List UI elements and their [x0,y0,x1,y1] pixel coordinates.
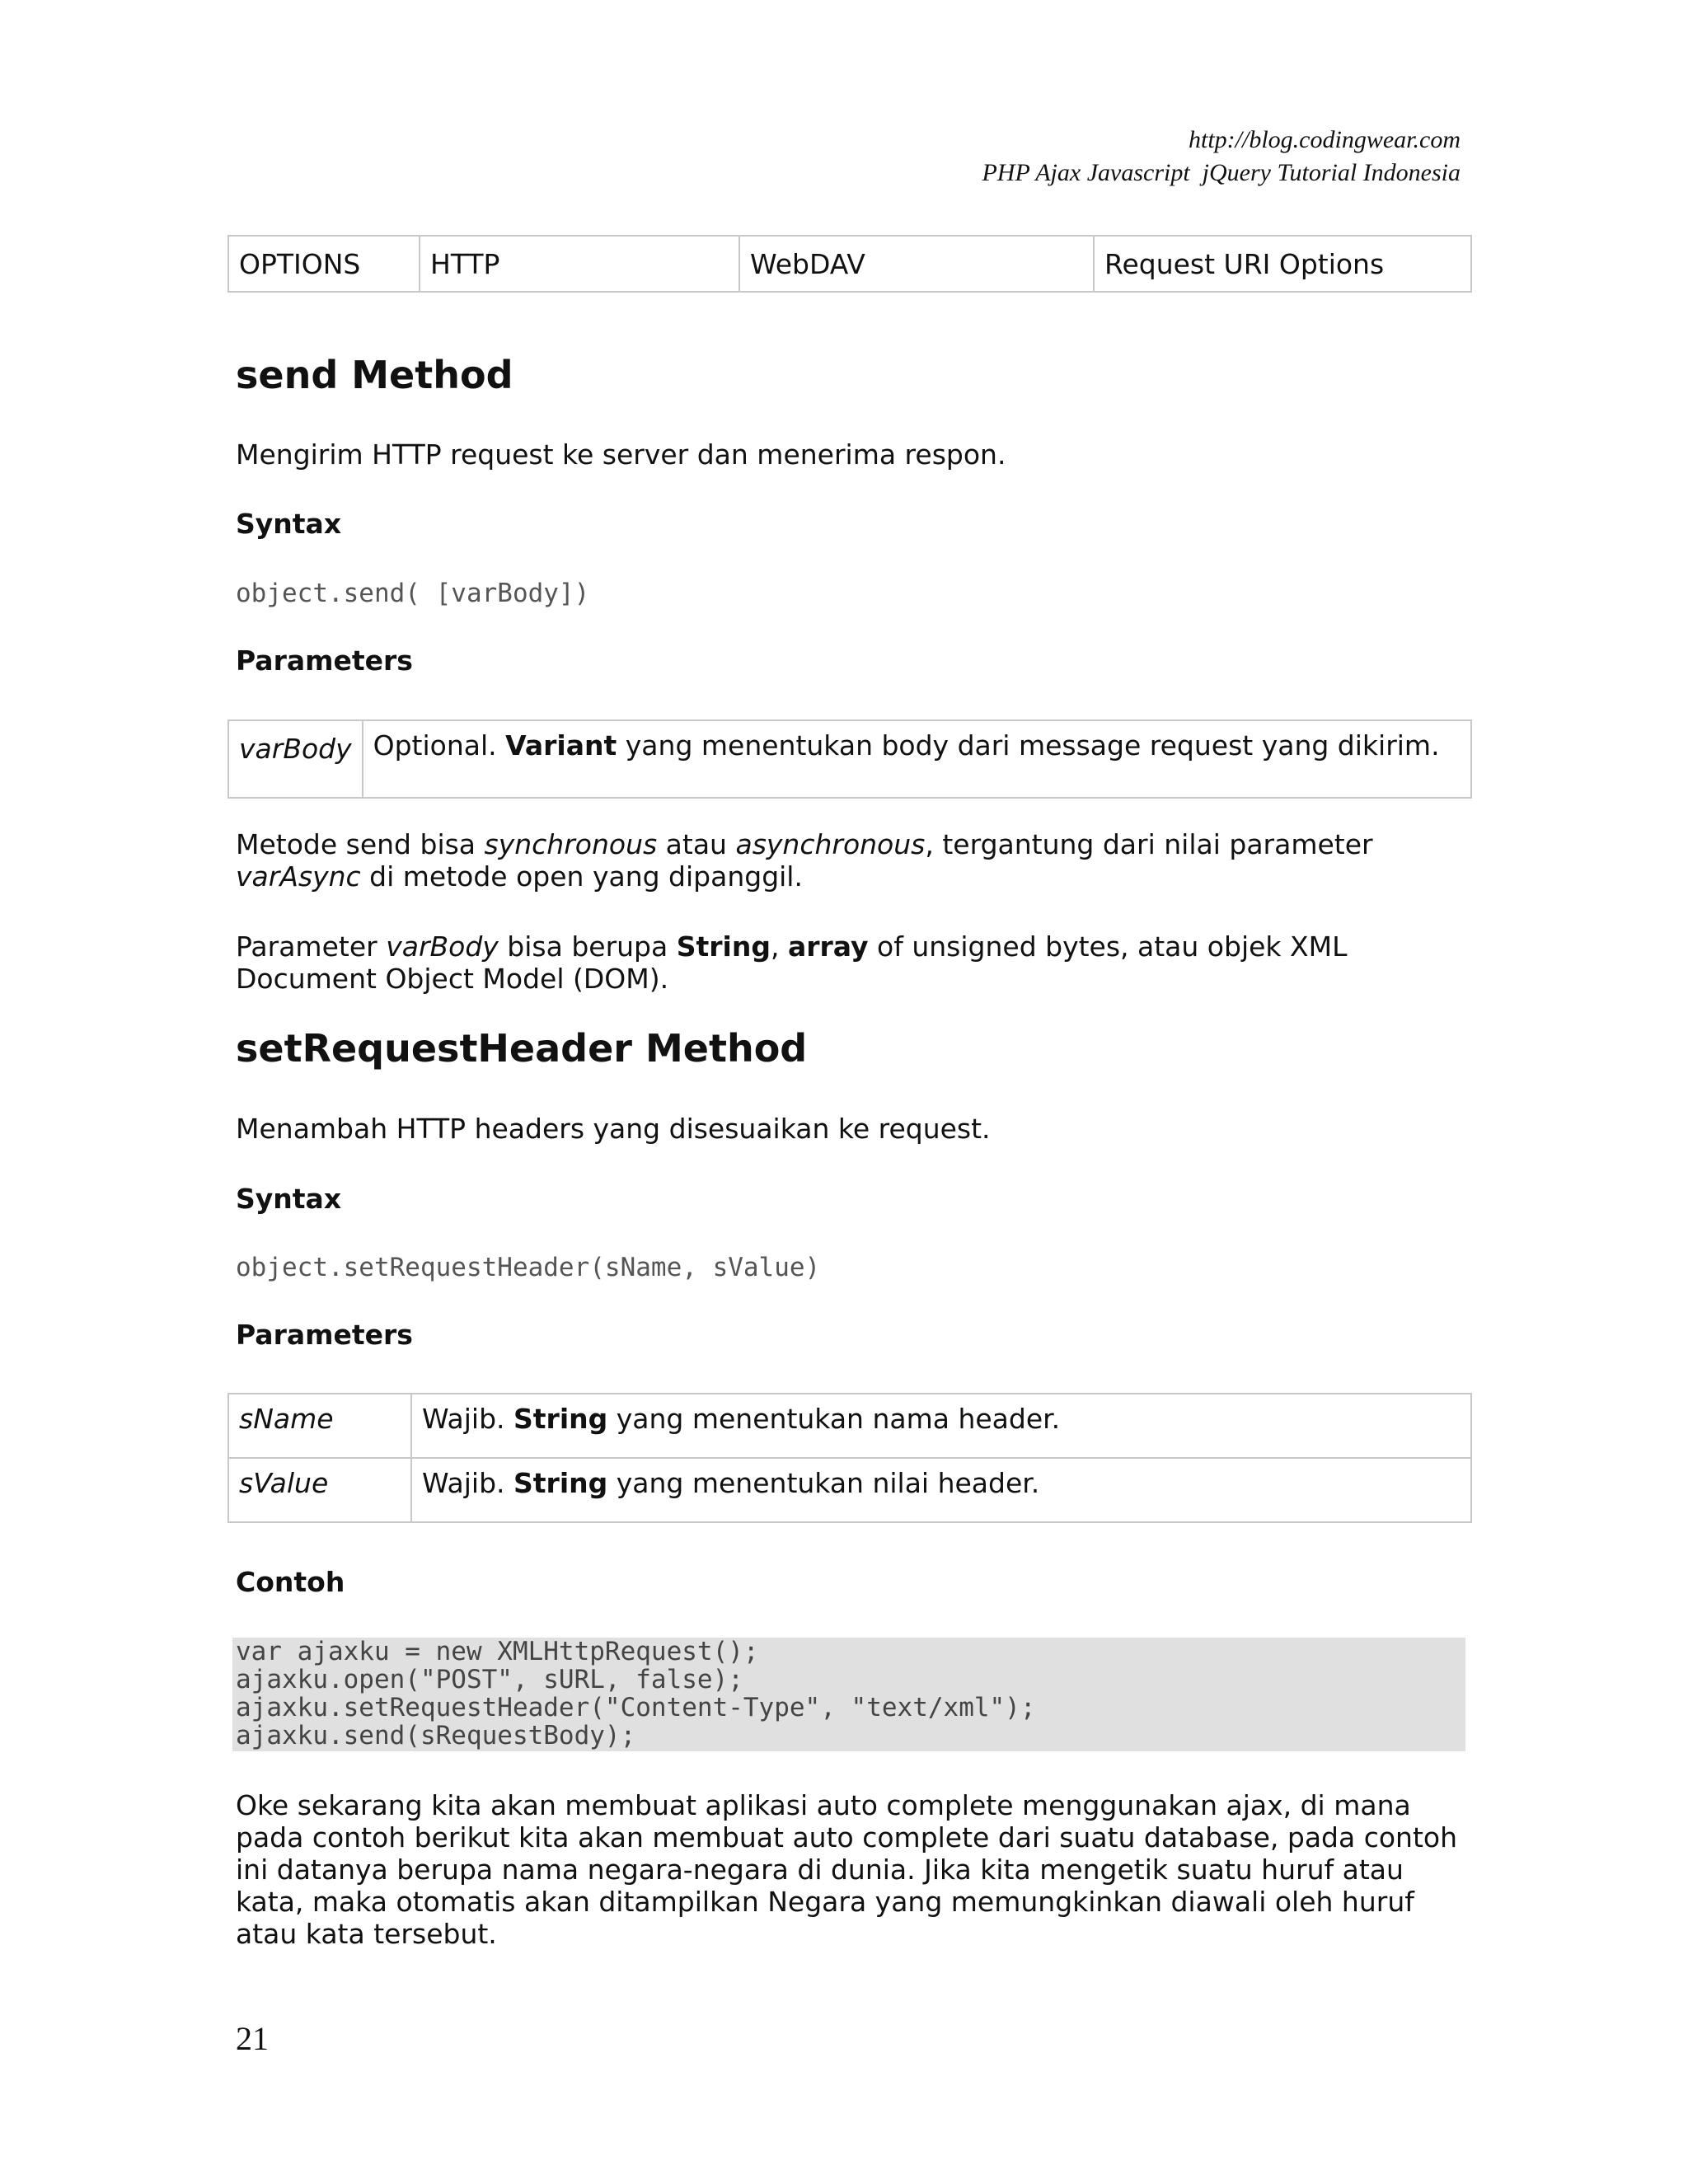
text: varBody [386,930,499,963]
table-row [228,1458,1471,1522]
text: Wajib. [422,1467,514,1499]
send-description: Mengirim HTTP request ke server dan menerima respon. [236,438,1006,471]
param-name: sName [228,1394,411,1458]
text: String [676,930,771,963]
param-description [411,1458,1471,1522]
param-name: varBody [228,720,363,798]
table-row [228,1394,1471,1458]
param-desc-text: Optional. [373,729,506,762]
param-description [363,720,1471,798]
setrequestheader-params-heading: Parameters [236,1319,413,1351]
send-syntax-heading: Syntax [236,508,342,540]
page-header [982,124,1461,190]
text: of unsigned bytes, atau objek XML Document Object Model (DOM). [236,930,1348,995]
send-syntax-code: object.send( [varBody]) [236,579,590,608]
setrequestheader-params-table [227,1393,1472,1523]
request-methods-table [227,235,1472,293]
text: String [513,1467,608,1499]
send-paragraph-2 [236,930,1472,995]
section-title-send: send Method [236,353,513,397]
text: yang menentukan nilai header. [607,1467,1040,1499]
text: , [770,930,788,963]
setrequestheader-syntax-heading: Syntax [236,1183,342,1215]
example-code: var ajaxku = new XMLHttpRequest(); ajaxku.open("POST", sURL, false); ajaxku.setRequestHeader("Content-Type", "text/xml"); ajaxku.send(sRequestBody); [236,1637,1036,1750]
table-cell: WebDAV [739,236,1094,292]
text: bisa berupa [498,930,677,963]
setrequestheader-description: Menambah HTTP headers yang disesuaikan ke request. [236,1113,991,1145]
text: varAsync [236,860,361,893]
table-cell: HTTP [420,236,739,292]
section-title-setrequestheader: setRequestHeader Method [236,1026,808,1071]
text: String [513,1403,608,1435]
text: di metode open yang dipanggil. [360,860,803,893]
header-subtitle: PHP Ajax Javascript jQuery Tutorial Indonesia [982,159,1461,186]
text: atau [657,828,736,860]
table-cell: OPTIONS [228,236,420,292]
param-desc-text: yang menentukan body dari message request yang dikirim. [617,729,1440,762]
text: array [787,930,869,963]
table-row [228,720,1471,798]
setrequestheader-syntax-code: object.setRequestHeader(sName, sValue) [236,1253,821,1282]
closing-paragraph: Oke sekarang kita akan membuat aplikasi auto complete menggunakan ajax, di mana pada contoh berikut kita akan membuat auto complete dari suatu database, pada contoh ini datanya berupa nama negara-negara di dunia. Jika kita mengetik suatu huruf atau kata, maka otomatis akan ditampilkan Negara yang memungkinkan diawali oleh huruf atau kata tersebut. [236,1789,1458,1950]
send-paragraph-1 [236,828,1472,893]
page-number: 21 [236,2020,269,2057]
text: , tergantung dari nilai parameter [925,828,1373,860]
table-cell: Request URI Options [1094,236,1471,292]
text: asynchronous [735,828,926,860]
header-url: http://blog.codingwear.com [1189,126,1461,153]
param-description [411,1394,1471,1458]
send-params-heading: Parameters [236,644,413,677]
table-row [228,236,1471,292]
text: yang menentukan nama header. [607,1403,1061,1435]
text: Metode send bisa [236,828,485,860]
send-params-table [227,719,1472,799]
text: Wajib. [422,1403,514,1435]
param-desc-type: Variant [505,729,617,762]
text: synchronous [484,828,658,860]
example-code-block [232,1638,1465,1751]
text: Parameter [236,930,387,963]
param-name: sValue [228,1458,411,1522]
example-heading: Contoh [236,1566,345,1598]
